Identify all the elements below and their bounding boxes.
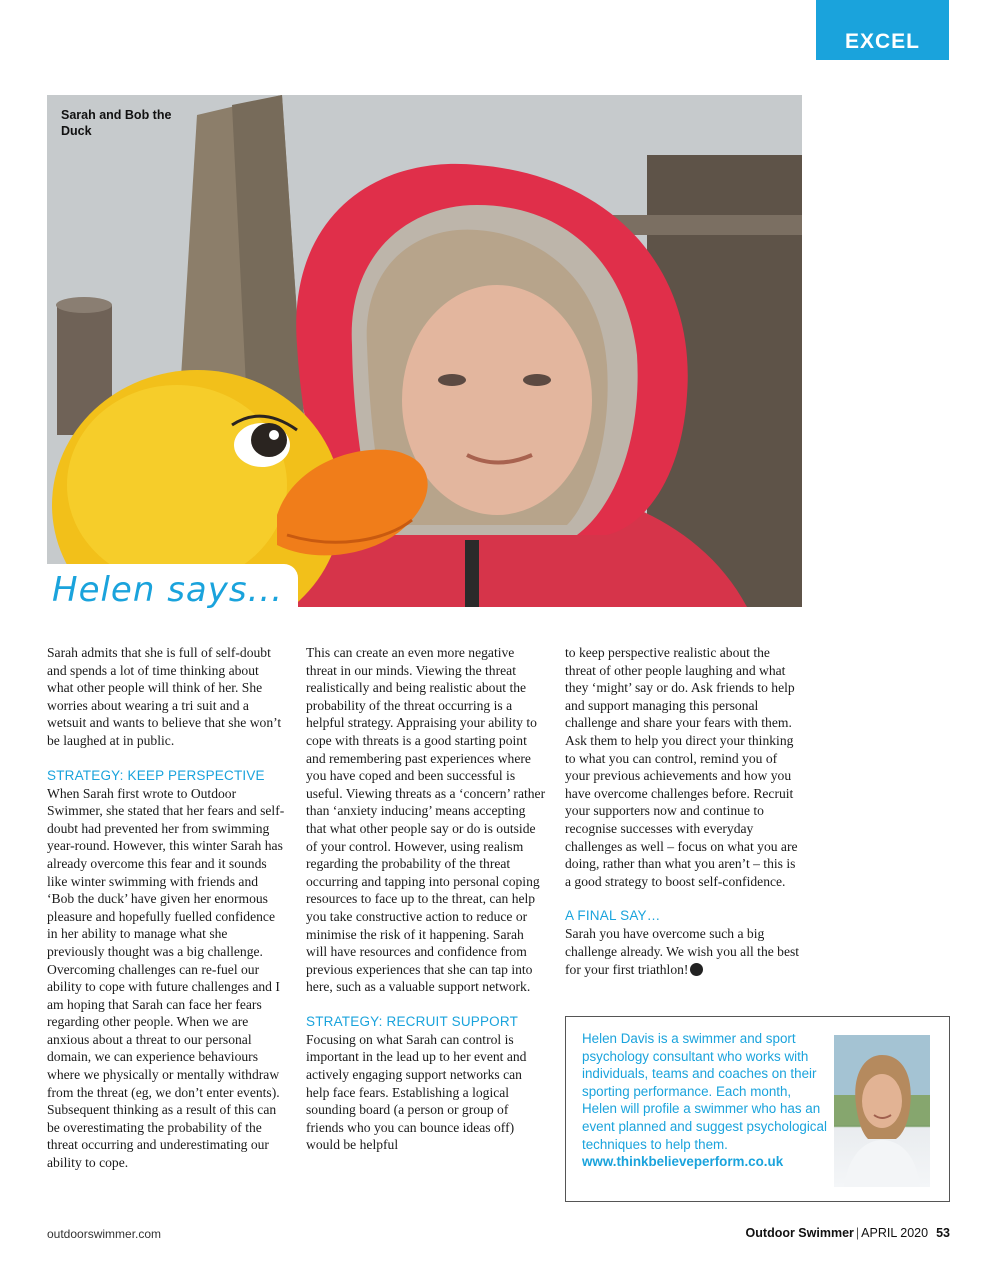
photo-illustration bbox=[47, 95, 802, 607]
heading-box bbox=[40, 564, 298, 626]
end-mark-icon bbox=[690, 963, 703, 976]
footer-magazine: Outdoor Swimmer bbox=[745, 1226, 854, 1240]
column-3 bbox=[565, 644, 803, 995]
body-paragraph: This can create an even more negative threat in our minds. Viewing the threat realistically and being realistic about the probability of the threat occurring is a helpful strategy. Appraising your ability to cope with threats is a good starting point and remembering past experiences where you have coped and been successful is useful. Viewing threats as a ‘concern’ rather than ‘anxiety inducing’ means accepting that what other people say or do is outside of your control. However, using realism regarding the probability of the threat occurring and tapping into personal coping resources to face up to the threat, can help you take constructive action to reduce or minimise the risk of it happening. Sarah will have resources and confidence from previous experiences that she can tap into here, such as a valuable support network. bbox=[306, 645, 546, 995]
author-website-link[interactable]: www.thinkbelieveperform.co.uk bbox=[582, 1154, 784, 1170]
closing-paragraph bbox=[565, 925, 803, 978]
subhead-keep-perspective: STRATEGY: KEEP PERSPECTIVE bbox=[47, 767, 265, 783]
section-tab: EXCEL bbox=[816, 0, 949, 60]
body-paragraph: When Sarah first wrote to Outdoor Swimmer, she stated that her fears and self- doubt had prevented her from swimming year-round. However, this winter Sarah has already overcome this fear and it sounds like winter swimming with friends and ‘Bob the duck’ have given her enormous pleasure and hopefully fuelled confidence in her ability to manage what she previously thought was a big challenge. Overcoming challenges can re-fuel our ability to cope with future challenges and I am hoping that Sarah can face her fears regarding other people. When we are anxious about a threat to our personal domain, we can experience behaviours where we physically or mentally withdraw from the threat (eg, we don’t enter events). Subsequent thinking as a result of this can be overestimating the probability of the threat occurring and underestimating our ability to cope. bbox=[47, 785, 285, 1171]
intro-paragraph: Sarah admits that she is full of self-doubt and spends a lot of time thinking about what other people will think of her. She worries about wearing a tri suit and a wetsuit and wants to believe that she won’t be laughed at in public. bbox=[47, 645, 282, 748]
column-1 bbox=[47, 644, 287, 1189]
author-photo bbox=[834, 1035, 930, 1187]
footer-issue: APRIL 2020 bbox=[861, 1226, 929, 1240]
author-bio-box bbox=[565, 1016, 950, 1202]
author-bio bbox=[582, 1030, 827, 1171]
footer-folio bbox=[746, 1226, 950, 1240]
body-paragraph: to keep perspective realistic about the threat of other people laughing and what they ‘might’ say or do. Ask friends to help and support managing this personal challenge and share your fears with them. Ask them to help you direct your thinking to what you can control, remind you of your previous achievements and how you have overcome challenges before. Recruit your supporters now and continue to recognise successes with everyday challenges as well – focus on what you are doing, rather than what you aren’t – this is a good strategy to boost self-confidence. bbox=[565, 645, 798, 889]
body-paragraph: Focusing on what Sarah can control is important in the lead up to her event and actively engaging support networks can help face fears. Establishing a logical sounding board (a person or group of friends who you can bounce ideas off) would be helpful bbox=[306, 1031, 527, 1153]
article-heading: Helen says... bbox=[52, 570, 284, 610]
column-2 bbox=[306, 644, 546, 1171]
author-bio-text: Helen Davis is a swimmer and sport psychology consultant who works with individuals, teams and coaches on their sporting performance. Each month, Helen will profile a swimmer who has an event planned and suggest psychological techniques to help them. bbox=[582, 1031, 827, 1152]
subhead-final-say: A FINAL SAY… bbox=[565, 908, 661, 924]
page-number: 53 bbox=[936, 1226, 950, 1240]
closing-text: Sarah you have overcome such a big challenge already. We wish you all the best for your first triathlon! bbox=[565, 926, 800, 977]
feature-photo bbox=[47, 95, 802, 607]
footer-website: outdoorswimmer.com bbox=[47, 1227, 162, 1241]
photo-caption: Sarah and Bob the Duck bbox=[61, 108, 172, 138]
subhead-recruit-support: STRATEGY: RECRUIT SUPPORT bbox=[306, 1013, 519, 1029]
footer-separator: | bbox=[855, 1226, 860, 1240]
author-photo-illustration bbox=[834, 1035, 930, 1187]
